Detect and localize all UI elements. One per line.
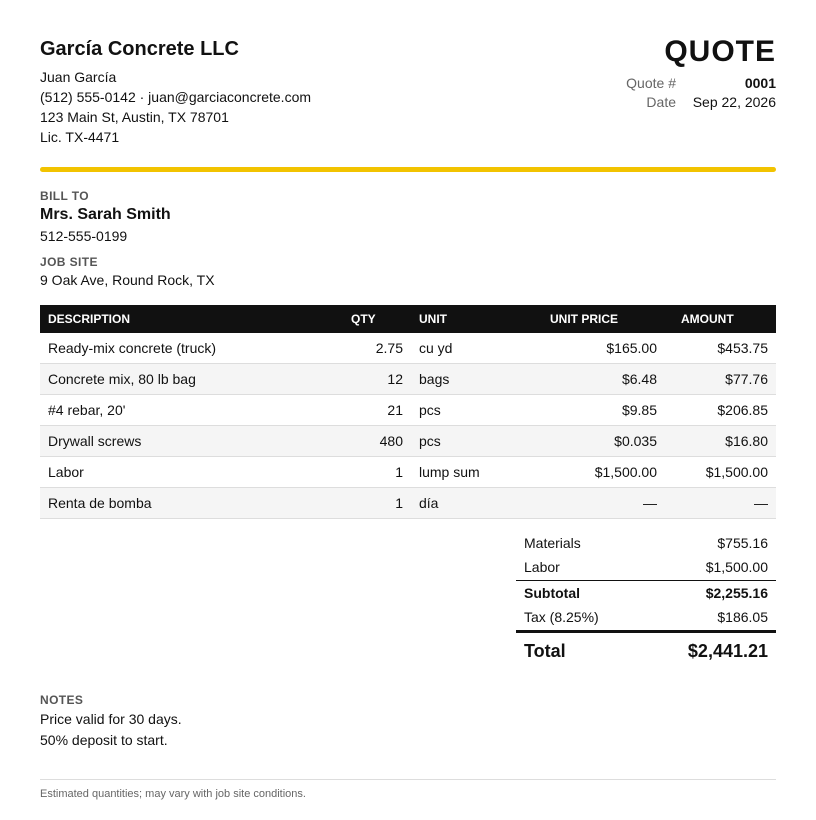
company-info bbox=[40, 36, 311, 147]
cell-qty: 1 bbox=[333, 488, 411, 519]
tax-label: Tax (8.25%) bbox=[524, 609, 599, 625]
quote-number-row bbox=[626, 74, 776, 93]
table-row bbox=[40, 457, 776, 488]
cell-description: Concrete mix, 80 lb bag bbox=[40, 364, 333, 395]
header-unit: UNIT bbox=[411, 305, 532, 333]
cell-amount: $453.75 bbox=[665, 333, 776, 364]
job-site-address: 9 Oak Ave, Round Rock, TX bbox=[40, 272, 215, 288]
notes-line: 50% deposit to start. bbox=[40, 732, 168, 748]
cell-description: Drywall screws bbox=[40, 426, 333, 457]
cell-amount: $77.76 bbox=[665, 364, 776, 395]
materials-value: $755.16 bbox=[717, 535, 768, 551]
subtotal-row bbox=[516, 580, 776, 605]
client-name: Mrs. Sarah Smith bbox=[40, 206, 171, 223]
cell-qty: 21 bbox=[333, 395, 411, 426]
cell-unit-price: $0.035 bbox=[532, 426, 665, 457]
labor-row bbox=[516, 555, 776, 579]
cell-qty: 2.75 bbox=[333, 333, 411, 364]
cell-unit: bags bbox=[411, 364, 532, 395]
materials-row bbox=[516, 531, 776, 555]
cell-unit: cu yd bbox=[411, 333, 532, 364]
cell-unit-price: — bbox=[532, 488, 665, 519]
notes-label: NOTES bbox=[40, 693, 84, 707]
cell-description: Ready-mix concrete (truck) bbox=[40, 333, 333, 364]
cell-unit-price: $165.00 bbox=[532, 333, 665, 364]
quote-number: 0001 bbox=[744, 75, 776, 91]
cell-description: #4 rebar, 20' bbox=[40, 395, 333, 426]
document-header bbox=[40, 36, 776, 147]
cell-amount: $1,500.00 bbox=[665, 457, 776, 488]
quote-date-label: Date bbox=[646, 94, 676, 110]
job-site-label: JOB SITE bbox=[40, 255, 98, 269]
subtotal-value: $2,255.16 bbox=[705, 585, 768, 601]
total-row bbox=[516, 630, 776, 669]
totals-block bbox=[516, 531, 776, 669]
notes-line: Price valid for 30 days. bbox=[40, 711, 182, 727]
cell-unit-price: $1,500.00 bbox=[532, 457, 665, 488]
company-name: García Concrete LLC bbox=[40, 38, 239, 60]
table-row bbox=[40, 488, 776, 519]
header-qty: QTY bbox=[333, 305, 411, 333]
cell-unit: pcs bbox=[411, 395, 532, 426]
footer-disclaimer: Estimated quantities; may vary with job site conditions. bbox=[40, 779, 776, 800]
header-amount: AMOUNT bbox=[665, 305, 776, 333]
total-value: $2,441.21 bbox=[687, 640, 768, 661]
cell-description: Labor bbox=[40, 457, 333, 488]
company-address: 123 Main St, Austin, TX 78701 bbox=[40, 109, 229, 125]
labor-value: $1,500.00 bbox=[705, 559, 768, 575]
table-row bbox=[40, 364, 776, 395]
cell-qty: 12 bbox=[333, 364, 411, 395]
company-owner: Juan García bbox=[40, 69, 117, 85]
cell-amount: $206.85 bbox=[665, 395, 776, 426]
company-license: Lic. TX-4471 bbox=[40, 129, 120, 145]
client-phone: 512-555-0199 bbox=[40, 228, 128, 244]
cell-unit: lump sum bbox=[411, 457, 532, 488]
cell-description: Renta de bomba bbox=[40, 488, 333, 519]
line-items-table bbox=[40, 305, 776, 519]
cell-qty: 480 bbox=[333, 426, 411, 457]
subtotal-label: Subtotal bbox=[524, 585, 580, 601]
accent-divider bbox=[40, 167, 776, 172]
header-description: DESCRIPTION bbox=[40, 305, 333, 333]
table-row bbox=[40, 426, 776, 457]
cell-unit: pcs bbox=[411, 426, 532, 457]
quote-date-row bbox=[626, 93, 776, 112]
labor-label: Labor bbox=[524, 559, 560, 575]
table-row bbox=[40, 395, 776, 426]
quote-title: QUOTE bbox=[664, 35, 776, 68]
quote-number-label: Quote # bbox=[626, 75, 676, 91]
table-row bbox=[40, 333, 776, 364]
table-header-row bbox=[40, 305, 776, 333]
bill-to-section bbox=[40, 189, 776, 288]
quote-date: Sep 22, 2026 bbox=[692, 94, 776, 110]
cell-amount: $16.80 bbox=[665, 426, 776, 457]
company-phone-email: (512) 555-0142 · juan@garciaconcrete.com bbox=[40, 89, 312, 105]
cell-qty: 1 bbox=[333, 457, 411, 488]
materials-label: Materials bbox=[524, 535, 581, 551]
cell-amount: — bbox=[665, 488, 776, 519]
notes-section bbox=[40, 693, 776, 751]
cell-unit-price: $9.85 bbox=[532, 395, 665, 426]
total-label: Total bbox=[524, 640, 566, 661]
tax-value: $186.05 bbox=[717, 609, 768, 625]
cell-unit: día bbox=[411, 488, 532, 519]
bill-to-label: BILL TO bbox=[40, 189, 90, 203]
quote-meta bbox=[626, 36, 776, 112]
header-unit-price: UNIT PRICE bbox=[532, 305, 665, 333]
cell-unit-price: $6.48 bbox=[532, 364, 665, 395]
tax-row bbox=[516, 605, 776, 629]
quote-document bbox=[40, 0, 776, 800]
